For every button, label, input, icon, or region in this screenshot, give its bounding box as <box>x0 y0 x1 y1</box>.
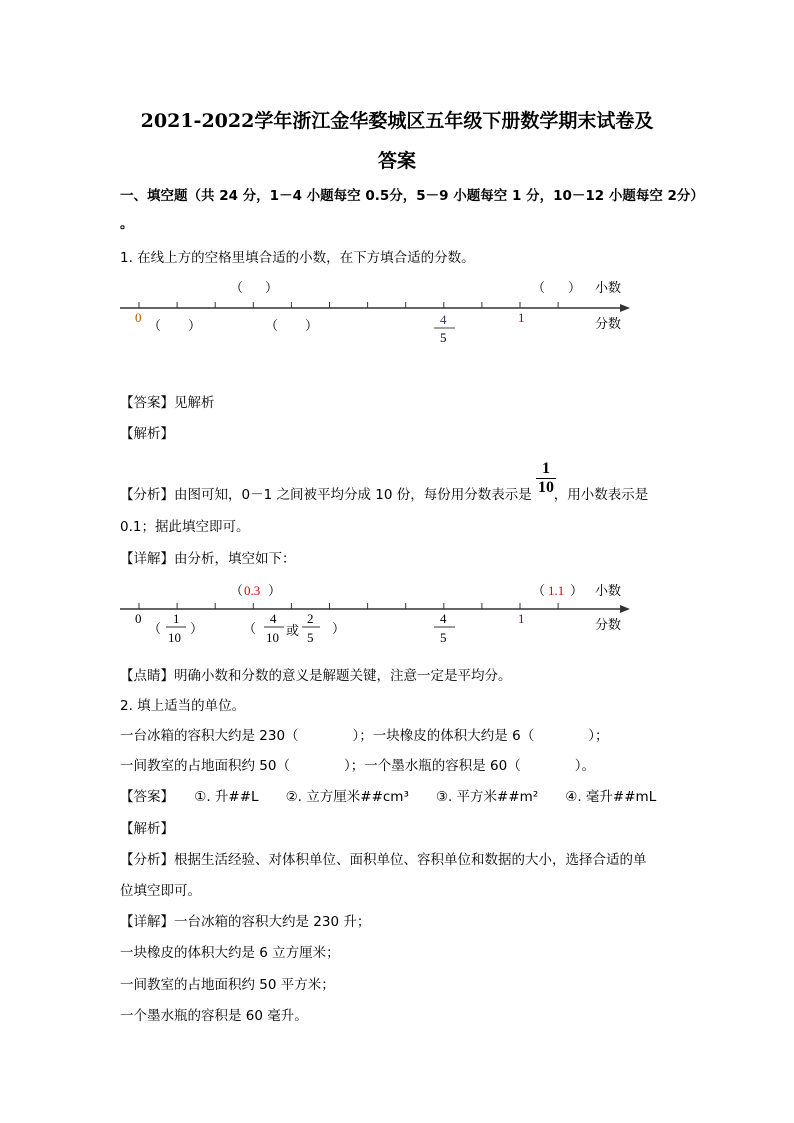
paren-close: ） <box>188 318 202 333</box>
answer-frac3-num: 2 <box>307 611 314 626</box>
q2-line2: 一间教室的占地面积约 50（ ）；一个墨水瓶的容积是 60（ ）。 <box>120 758 595 774</box>
frac-num: 1 <box>536 460 556 479</box>
title-line2: 答案 <box>377 150 416 172</box>
q2-detail4: 一个墨水瓶的容积是 60 毫升。 <box>120 1008 308 1024</box>
paren-close: ） <box>570 583 584 598</box>
frac-num: 4 <box>440 611 447 626</box>
answer-frac3-den: 5 <box>307 630 314 645</box>
number-line-filled <box>110 575 640 655</box>
answer-frac2-den: 10 <box>266 630 279 645</box>
paren-close: ） <box>332 621 346 636</box>
q2-detail3: 一间教室的占地面积约 50 平方米； <box>120 977 335 993</box>
q2-text: 2. 填上适当的单位。 <box>120 698 246 714</box>
paren-open: （ <box>148 621 162 636</box>
answer-frac1-num: 1 <box>173 611 180 626</box>
frac-den: 5 <box>440 330 447 345</box>
frac-den: 10 <box>538 479 554 496</box>
answer-decimal-1: 0.3 <box>244 583 261 598</box>
number-line-blank <box>110 270 640 350</box>
q1-analysis-label: 【解析】 <box>120 426 174 442</box>
paren-close: ） <box>268 583 282 598</box>
paren-open: （ <box>148 318 162 333</box>
label-fraction: 分数 <box>595 618 622 633</box>
arrow-icon <box>620 304 630 312</box>
paren-close: ） <box>190 621 204 636</box>
answer-frac2-num: 4 <box>270 611 277 626</box>
q2-line1: 一台冰箱的容积大约是 230（ ）；一块橡皮的体积大约是 6（ ）； <box>120 728 609 744</box>
q2-answer: 【答案】 ①. 升##L ②. 立方厘米##cm³ ③. 平方米##m² ④. 毫升##mL <box>120 789 657 805</box>
section-header-tail: 。 <box>120 216 134 232</box>
paren-close: ） <box>305 318 319 333</box>
label-zero: 0 <box>135 310 142 325</box>
q1-analysis-line2: 0.1；据此填空即可。 <box>120 519 250 535</box>
paren-open: （ <box>230 583 244 598</box>
analysis-text: 【分析】由图可知，0－1 之间被平均分成 10 份，每份用分数表示是 <box>120 487 532 503</box>
paren-open: （ <box>230 280 244 295</box>
answer-decimal-2: 1.1 <box>548 583 565 598</box>
q2-detail2: 一块橡皮的体积大约是 6 立方厘米； <box>120 945 340 961</box>
q1-detail: 【详解】由分析，填空如下： <box>120 551 296 567</box>
analysis-tail: ，用小数表示是 <box>553 487 649 503</box>
label-one: 1 <box>518 611 525 626</box>
q2-analysis1: 【分析】根据生活经验、对体积单位、面积单位、容积单位和数据的大小，选择合适的单 <box>120 852 647 868</box>
paren-close: ） <box>568 280 582 295</box>
paren-open: （ <box>243 621 257 636</box>
label-one: 1 <box>518 310 525 325</box>
q2-analysis2: 位填空即可。 <box>120 883 201 899</box>
label-zero: 0 <box>135 611 142 626</box>
title-line1: 2021-2022学年浙江金华婺城区五年级下册数学期末试卷及 <box>140 110 654 132</box>
q2-analysis-label: 【解析】 <box>120 821 174 837</box>
arrow-icon <box>620 605 630 613</box>
label-or: 或 <box>286 624 300 639</box>
section-header: 一、填空题（共 24 分，1－4 小题每空 0.5分，5－9 小题每空 1 分，10－12 小题每空 2分） <box>120 188 704 204</box>
frac-den: 5 <box>440 630 447 645</box>
q2-detail1: 【详解】一台冰箱的容积大约是 230 升； <box>120 914 371 930</box>
label-decimal: 小数 <box>595 584 622 599</box>
label-fraction: 分数 <box>595 317 622 332</box>
paren-close: ） <box>265 280 279 295</box>
frac-num: 4 <box>440 312 447 327</box>
paren-open: （ <box>532 583 546 598</box>
paren-open: （ <box>532 280 546 295</box>
q1-text: 1. 在线上方的空格里填合适的小数，在下方填合适的分数。 <box>120 250 475 266</box>
paren-open: （ <box>265 318 279 333</box>
q1-answer: 【答案】见解析 <box>120 395 215 411</box>
analysis-fraction <box>536 460 556 497</box>
q1-analysis <box>120 485 648 505</box>
q1-tip: 【点睛】明确小数和分数的意义是解题关键，注意一定是平均分。 <box>120 668 512 684</box>
answer-frac1-den: 10 <box>168 630 181 645</box>
label-decimal: 小数 <box>595 281 622 296</box>
axis <box>120 304 630 312</box>
